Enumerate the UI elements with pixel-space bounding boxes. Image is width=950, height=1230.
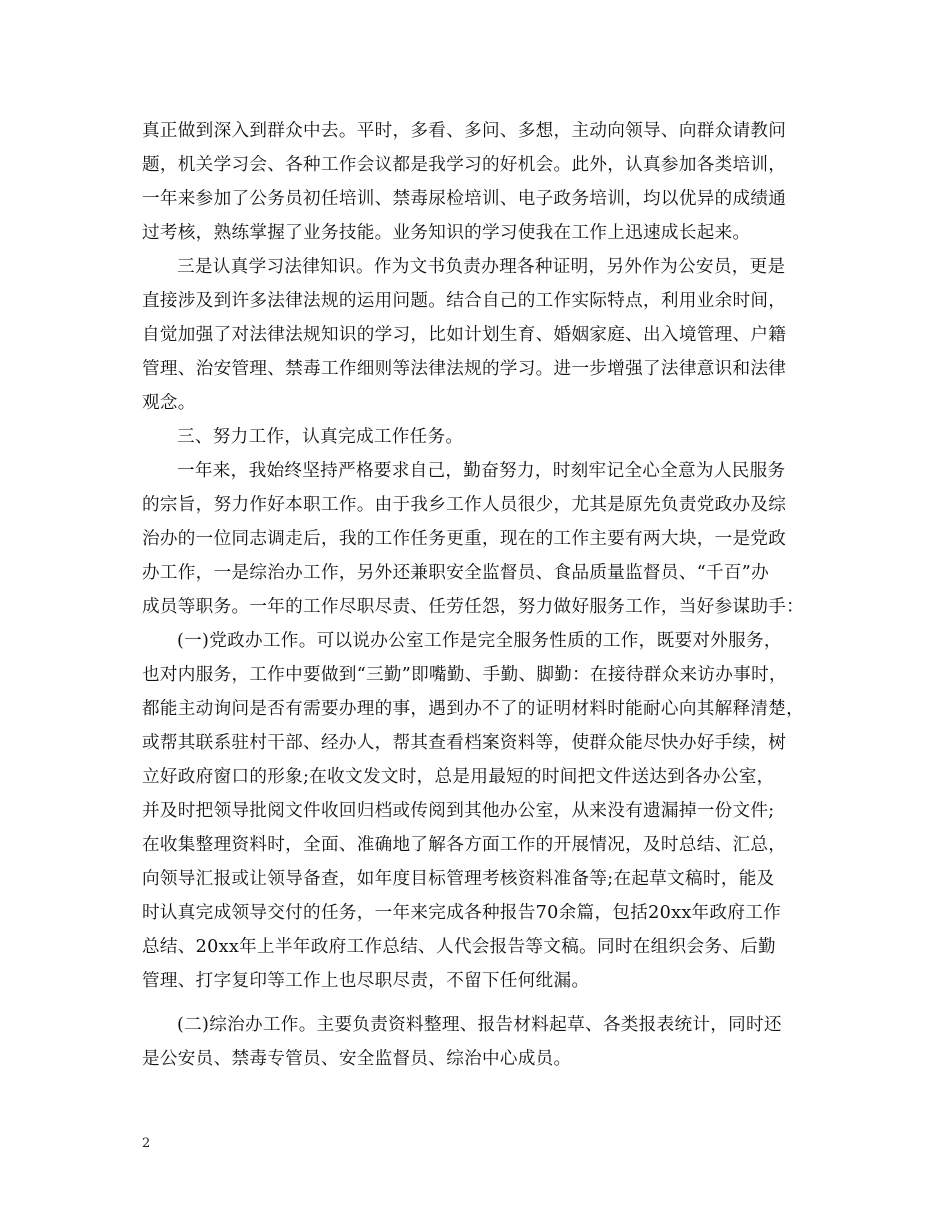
section-heading: 三、努力工作，认真完成工作任务。 bbox=[177, 427, 464, 447]
text-line: 三是认真学习法律知识。作为文书负责办理各种证明，另外作为公安员，更是 bbox=[177, 257, 786, 277]
text-line: 治办的一位同志调走后，我的工作任务更重，现在的工作主要有两大块，一是党政 bbox=[142, 529, 787, 549]
text-line: 成员等职务。一年的工作尽职尽责、任劳任怨，努力做好服务工作，当好参谋助手： bbox=[142, 597, 805, 617]
text-line: 观念。 bbox=[142, 393, 196, 413]
text-line: 一年来参加了公务员初任培训、禁毒尿检培训、电子政务培训，均以优异的成绩通 bbox=[142, 189, 787, 209]
text-line: 管理、治安管理、禁毒工作细则等法律法规的学习。进一步增强了法律意识和法律 bbox=[142, 359, 787, 379]
text-line: 直接涉及到许多法律法规的运用问题。结合自己的工作实际特点，利用业余时间， bbox=[142, 291, 787, 311]
text-line: 过考核，熟练掌握了业务技能。业务知识的学习使我在工作上迅速成长起来。 bbox=[142, 223, 751, 243]
text-line: 真正做到深入到群众中去。平时，多看、多问、多想，主动向领导、向群众请教问 bbox=[142, 121, 787, 141]
page-number: 2 bbox=[142, 1136, 151, 1151]
text-line: 都能主动询问是否有需要办理的事，遇到办不了的证明材料时能耐心向其解释清楚， bbox=[142, 699, 805, 719]
text-line: 题，机关学习会、各种工作会议都是我学习的好机会。此外，认真参加各类培训， bbox=[142, 155, 787, 175]
text-line: 并及时把领导批阅文件收回归档或传阅到其他办公室，从来没有遗漏掉一份文件; bbox=[142, 801, 775, 821]
text-line: 一年来，我始终坚持严格要求自己，勤奋努力，时刻牢记全心全意为人民服务 bbox=[177, 461, 786, 481]
text-line: 在收集整理资料时，全面、准确地了解各方面工作的开展情况，及时总结、汇总， bbox=[142, 835, 787, 855]
text-line: 时认真完成领导交付的任务，一年来完成各种报告70余篇，包括20xx年政府工作 bbox=[142, 903, 782, 923]
text-line: (二)综治办工作。主要负责资料整理、报告材料起草、各类报表统计，同时还 bbox=[177, 1015, 782, 1035]
text-line: 办工作，一是综治办工作，另外还兼职安全监督员、食品质量监督员、“千百”办 bbox=[142, 563, 769, 583]
text-line: 也对内服务，工作中要做到“三勤”即嘴勤、手勤、脚勤：在接待群众来访办事时， bbox=[142, 665, 787, 685]
text-line: 的宗旨，努力作好本职工作。由于我乡工作人员很少，尤其是原先负责党政办及综 bbox=[142, 495, 787, 515]
text-line: 立好政府窗口的形象;在收文发文时，总是用最短的时间把文件送达到各办公室， bbox=[142, 767, 775, 787]
text-line: 总结、20xx年上半年政府工作总结、人代会报告等文稿。同时在组织会务、后勤 bbox=[142, 937, 776, 957]
text-line: 自觉加强了对法律法规知识的学习，比如计划生育、婚姻家庭、出入境管理、户籍 bbox=[142, 325, 787, 345]
text-line: 管理、打字复印等工作上也尽职尽责，不留下任何纰漏。 bbox=[142, 971, 590, 991]
text-line: 是公安员、禁毒专管员、安全监督员、综治中心成员。 bbox=[142, 1049, 572, 1069]
text-line: 向领导汇报或让领导备查，如年度目标管理考核资料准备等;在起草文稿时，能及 bbox=[142, 869, 775, 889]
text-line: (一)党政办工作。可以说办公室工作是完全服务性质的工作，既要对外服务， bbox=[177, 631, 782, 651]
text-line: 或帮其联系驻村干部、经办人，帮其查看档案资料等，使群众能尽快办好手续，树 bbox=[142, 733, 787, 753]
